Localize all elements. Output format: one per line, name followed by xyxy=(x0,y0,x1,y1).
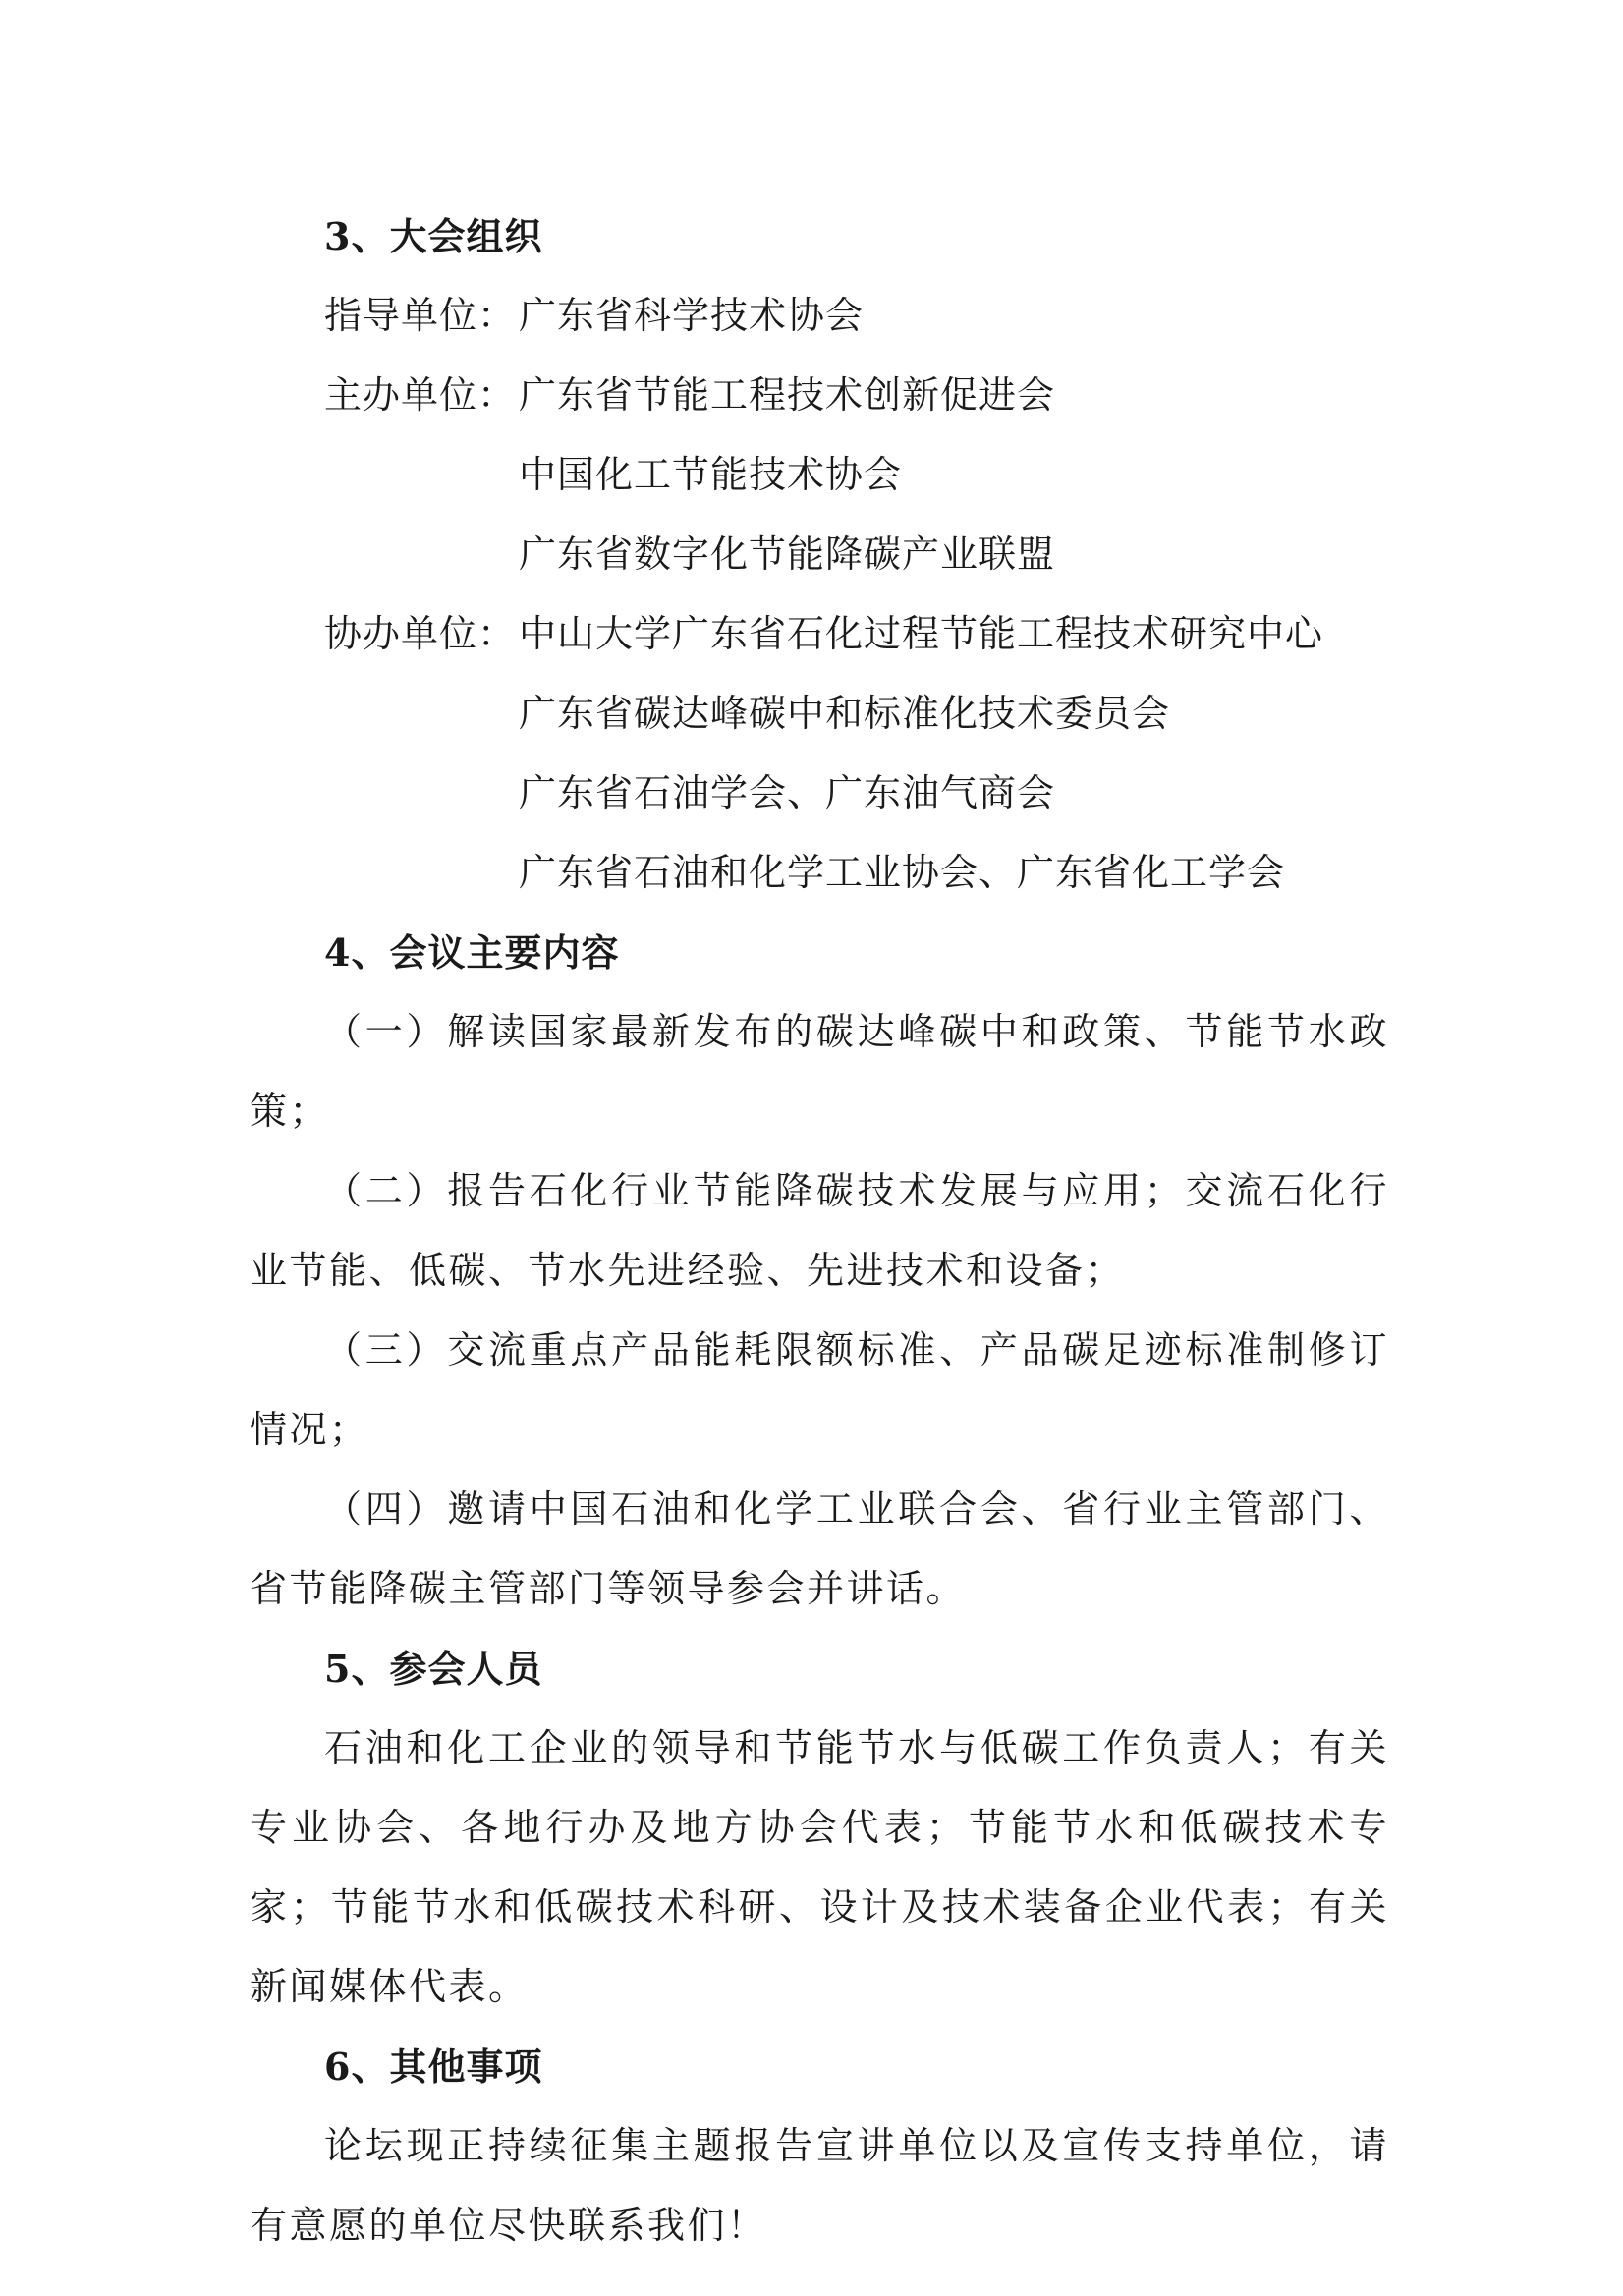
cohost-unit-name: 广东省石油和化学工业协会、广东省化工学会 xyxy=(519,851,1286,894)
cohost-unit-label: 协办单位： xyxy=(324,612,517,655)
document-content xyxy=(250,196,1389,2266)
guide-unit-name: 广东省科学技术协会 xyxy=(519,294,865,337)
cohost-unit-name: 广东省石油学会、广东油气商会 xyxy=(519,771,1056,814)
host-unit-name: 广东省节能工程技术创新促进会 xyxy=(519,373,1056,417)
content-item-2: （二）报告石化行业节能降碳技术发展与应用；交流石化行业节能、低碳、节水先进经验、先进技术和设备； xyxy=(250,1169,1389,1292)
host-unit-name: 中国化工节能技术协会 xyxy=(519,453,903,496)
attendees-paragraph: 石油和化工企业的领导和节能节水与低碳工作负责人；有关专业协会、各地行办及地方协会代表；节能节水和低碳技术专家；节能节水和低碳技术科研、设计及技术装备企业代表；有关新闻媒体代表。 xyxy=(250,1726,1389,2008)
host-unit-list xyxy=(519,356,1389,594)
guide-unit-row xyxy=(250,276,1389,356)
content-item-3: （三）交流重点产品能耗限额标准、产品碳足迹标准制修订情况； xyxy=(250,1328,1389,1451)
section-4-heading: 4、会议主要内容 xyxy=(324,930,620,975)
section-5-heading: 5、参会人员 xyxy=(324,1647,543,1691)
section-6-heading: 6、其他事项 xyxy=(324,2044,543,2089)
guide-unit-label: 指导单位： xyxy=(324,294,517,337)
host-unit-name: 广东省数字化节能降碳产业联盟 xyxy=(519,532,1056,576)
other-matters-paragraph: 论坛现正持续征集主题报告宣讲单位以及宣传支持单位，请有意愿的单位尽快联系我们！ xyxy=(250,2124,1389,2247)
cohost-unit-name: 广东省碳达峰碳中和标准化技术委员会 xyxy=(519,692,1171,735)
guide-unit-list xyxy=(519,276,1389,356)
host-unit-row xyxy=(250,356,1389,594)
cohost-unit-row xyxy=(250,594,1389,913)
cohost-unit-name: 中山大学广东省石化过程节能工程技术研究中心 xyxy=(519,612,1324,655)
content-item-1: （一）解读国家最新发布的碳达峰碳中和政策、节能节水政策； xyxy=(250,1010,1389,1133)
section-3-heading: 3、大会组织 xyxy=(324,214,543,258)
content-item-4: （四）邀请中国石油和化学工业联合会、省行业主管部门、省节能降碳主管部门等领导参会并讲话。 xyxy=(250,1487,1389,1610)
cohost-unit-list xyxy=(519,594,1389,913)
host-unit-label: 主办单位： xyxy=(324,373,517,417)
